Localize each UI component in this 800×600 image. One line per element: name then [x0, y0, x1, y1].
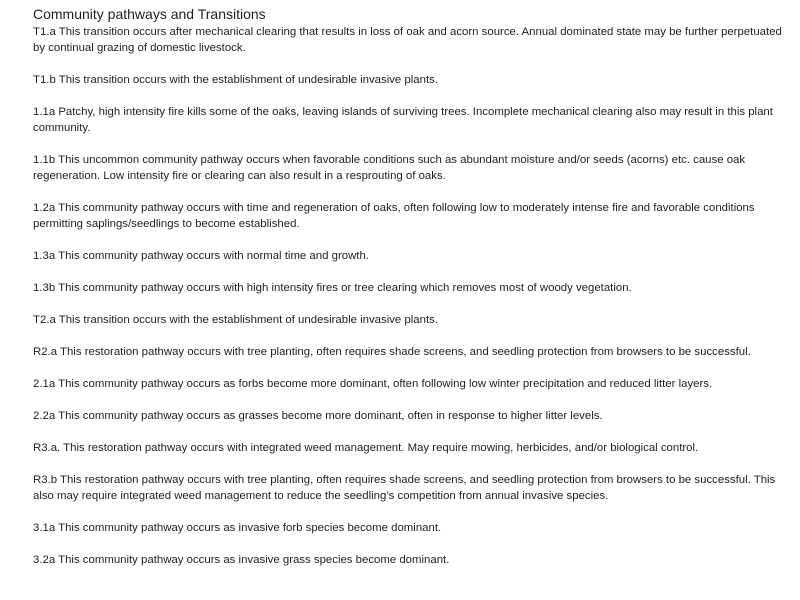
paragraph-gap [33, 392, 788, 408]
entry-r3b: R3.b This restoration pathway occurs with tree planting, often requires shade screens, and seedling protection from browsers to be successful. This also may require integrated weed management to reduce the seedling’s competition from annual invasive species. [33, 474, 776, 502]
entry-t2a: T2.a This transition occurs with the establishment of undesirable invasive plants. [33, 314, 438, 326]
paragraph-gap [33, 56, 788, 72]
paragraph-gap [33, 360, 788, 376]
entry-1-1b: 1.1b This uncommon community pathway occurs when favorable conditions such as abundant moisture and/or seeds (acorns) etc. cause oak regeneration. Low intensity fire or clearing can also result in a resprouting of oaks. [33, 154, 746, 182]
paragraph-gap [33, 424, 788, 440]
paragraph-gap [33, 296, 788, 312]
entry-t1a: T1.a This transition occurs after mechanical clearing that results in loss of oak and acorn source. Annual dominated state may be further perpetuated by continual grazing of domestic livestock. [33, 26, 782, 54]
entry-1-3b: 1.3b This community pathway occurs with high intensity fires or tree clearing which removes most of woody vegetation. [33, 282, 632, 294]
paragraph-gap [33, 504, 788, 520]
entry-2-2a: 2.2a This community pathway occurs as grasses become more dominant, often in response to higher litter levels. [33, 410, 603, 422]
entry-1-3a: 1.3a This community pathway occurs with normal time and growth. [33, 250, 369, 262]
entry-1-2a: 1.2a This community pathway occurs with time and regeneration of oaks, often following low to moderately intense fire and favorable conditions permitting saplings/seedlings to become established. [33, 202, 755, 230]
paragraph-gap [33, 136, 788, 152]
paragraph-gap [33, 328, 788, 344]
entry-3-2a: 3.2a This community pathway occurs as invasive grass species become dominant. [33, 554, 450, 566]
entry-3-1a: 3.1a This community pathway occurs as invasive forb species become dominant. [33, 522, 442, 534]
entry-t1b: T1.b This transition occurs with the establishment of undesirable invasive plants. [33, 74, 438, 86]
entry-r2a: R2.a This restoration pathway occurs with tree planting, often requires shade screens, and seedling protection from browsers to be successful. [33, 346, 751, 358]
paragraph-gap [33, 184, 788, 200]
entry-1-1a: 1.1a Patchy, high intensity fire kills some of the oaks, leaving islands of surviving trees. Incomplete mechanical clearing also may result in this plant community. [33, 106, 773, 134]
entry-2-1a: 2.1a This community pathway occurs as forbs become more dominant, often following low winter precipitation and reduced litter layers. [33, 378, 713, 390]
paragraph-gap [33, 456, 788, 472]
paragraph-gap [33, 88, 788, 104]
entry-r3a: R3.a. This restoration pathway occurs with integrated weed management. May require mowing, herbicides, and/or biological control. [33, 442, 699, 454]
paragraph-gap [33, 536, 788, 552]
paragraph-gap [33, 264, 788, 280]
paragraph-gap [33, 232, 788, 248]
document-title: Community pathways and Transitions [33, 6, 266, 22]
